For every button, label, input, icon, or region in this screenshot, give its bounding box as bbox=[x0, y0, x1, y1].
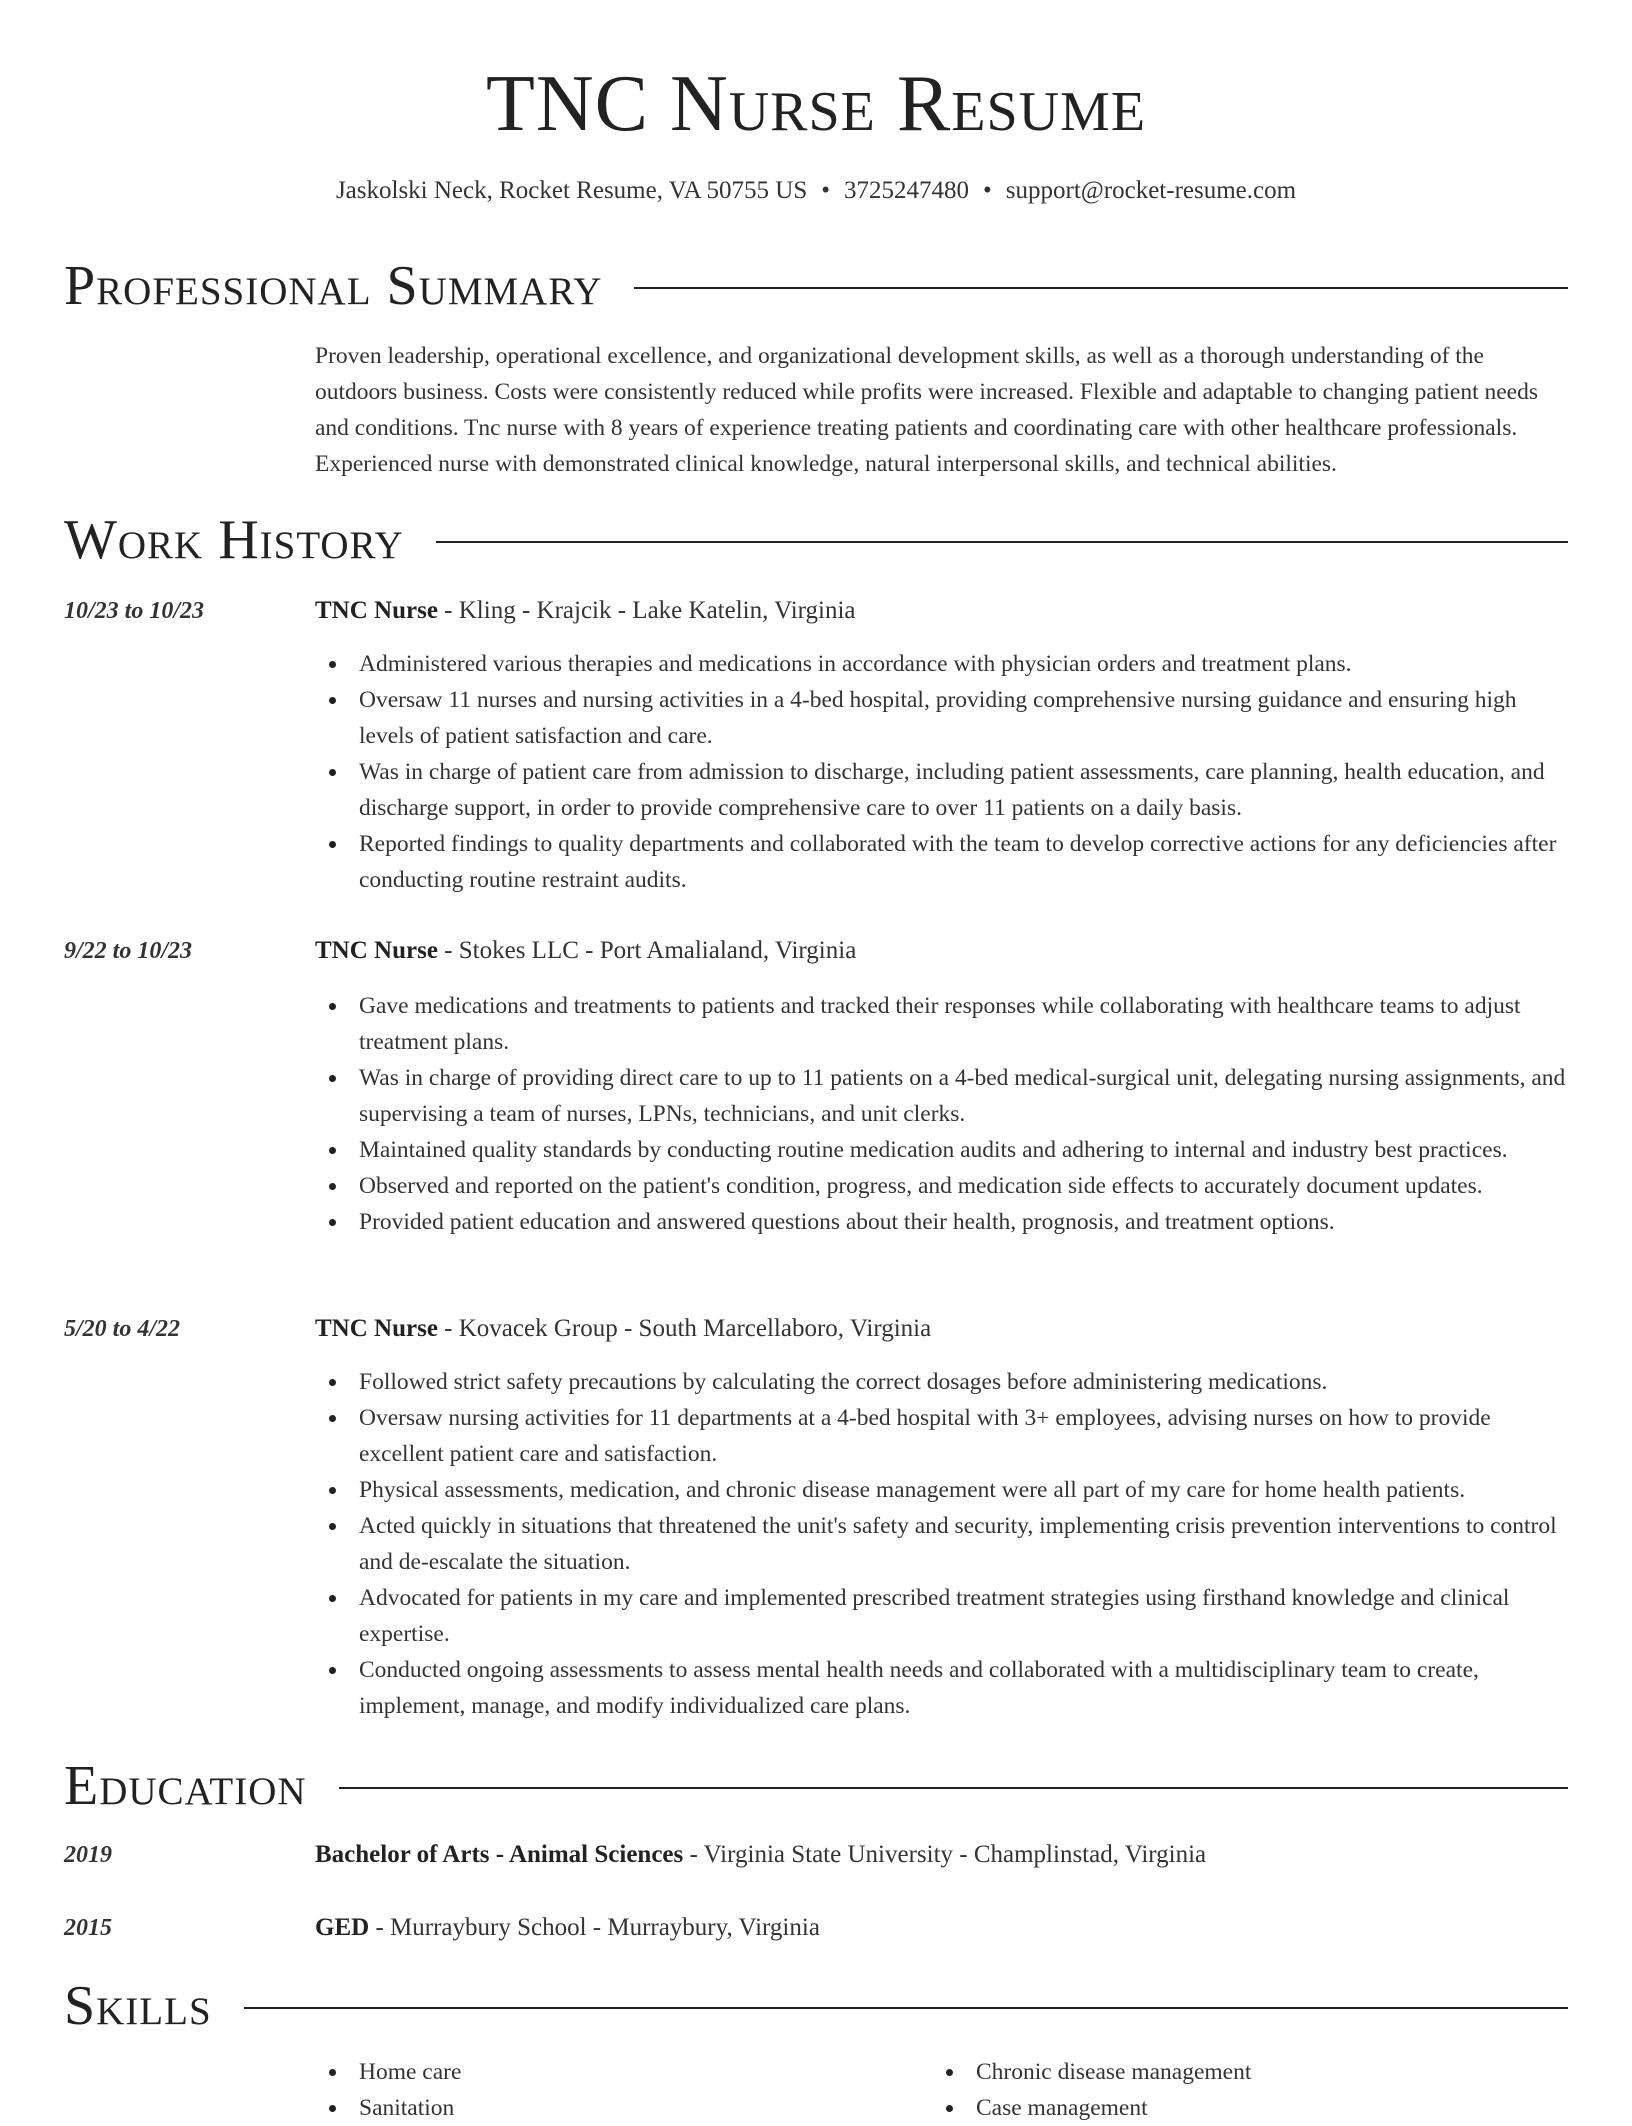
section-divider bbox=[244, 2007, 1568, 2009]
section-heading-summary bbox=[64, 254, 1568, 318]
education-year: 2015 bbox=[64, 1915, 112, 1941]
list-item: Physical assessments, medication, and chronic disease management were all part of my care for home health patients. bbox=[315, 1472, 1568, 1508]
job-dates: 10/23 to 10/23 bbox=[64, 598, 205, 624]
section-title: Education bbox=[64, 1755, 307, 1817]
skill-item: Chronic disease management bbox=[932, 2054, 1552, 2090]
job-heading bbox=[315, 933, 1568, 969]
job-title: TNC Nurse bbox=[315, 937, 438, 964]
contact-phone: 3725247480 bbox=[844, 177, 969, 204]
list-item: Provided patient education and answered questions about their health, prognosis, and treatment options. bbox=[315, 1204, 1568, 1240]
job-details: - Kovacek Group - South Marcellaboro, Virginia bbox=[437, 1315, 932, 1342]
skills-list-left bbox=[315, 2054, 915, 2126]
skills-list-right bbox=[932, 2054, 1552, 2126]
job-dates: 5/20 to 4/22 bbox=[64, 1316, 181, 1342]
skill-item: Home care bbox=[315, 2054, 915, 2090]
section-divider bbox=[339, 1787, 1568, 1789]
contact-separator: • bbox=[983, 177, 992, 204]
contact-address: Jaskolski Neck, Rocket Resume, VA 50755 US bbox=[335, 177, 808, 204]
list-item: Conducted ongoing assessments to assess mental health needs and collaborated with a multidisciplinary team to create, implement, manage, and modify individualized care plans. bbox=[315, 1652, 1568, 1724]
job-bullets bbox=[315, 646, 1568, 898]
list-item: Oversaw nursing activities for 11 departments at a 4-bed hospital with 3+ employees, advising nurses on how to provide excellent patient care and satisfaction. bbox=[315, 1400, 1568, 1472]
education-degree: Bachelor of Arts - Animal Sciences bbox=[315, 1841, 684, 1868]
contact-line bbox=[0, 174, 1632, 208]
list-item: Observed and reported on the patient's condition, progress, and medication side effects to accurately document updates. bbox=[315, 1168, 1568, 1204]
list-item: Was in charge of patient care from admission to discharge, including patient assessments, care planning, health education, and discharge support, in order to provide comprehensive care to over 11 patients on a daily basis. bbox=[315, 754, 1568, 826]
job-heading bbox=[315, 593, 1568, 629]
section-title: Professional Summary bbox=[64, 255, 603, 317]
education-degree: GED bbox=[315, 1914, 370, 1941]
list-item: Was in charge of providing direct care to up to 11 patients on a 4-bed medical-surgical unit, delegating nursing assignments, and supervising a team of nurses, LPNs, technicians, and unit clerks. bbox=[315, 1060, 1568, 1132]
education-entry bbox=[315, 1910, 1568, 1946]
job-title: TNC Nurse bbox=[315, 597, 438, 624]
job-bullets bbox=[315, 1364, 1568, 1724]
section-heading-skills bbox=[64, 1974, 1568, 2038]
section-heading-education bbox=[64, 1754, 1568, 1818]
contact-separator: • bbox=[821, 177, 830, 204]
job-bullets bbox=[315, 988, 1568, 1240]
section-title: Skills bbox=[64, 1975, 212, 2037]
job-details: - Kling - Krajcik - Lake Katelin, Virginia bbox=[437, 597, 856, 624]
education-details: - Murraybury School - Murraybury, Virginia bbox=[369, 1914, 820, 1941]
skill-item: Sanitation bbox=[315, 2090, 915, 2126]
list-item: Acted quickly in situations that threatened the unit's safety and security, implementing crisis prevention interventions to control and de-escalate the situation. bbox=[315, 1508, 1568, 1580]
section-divider bbox=[436, 541, 1568, 543]
skill-item: Case management bbox=[932, 2090, 1552, 2126]
job-details: - Stokes LLC - Port Amalialand, Virginia bbox=[437, 937, 857, 964]
job-heading bbox=[315, 1311, 1568, 1347]
education-year: 2019 bbox=[64, 1842, 112, 1868]
list-item: Gave medications and treatments to patients and tracked their responses while collaborating with healthcare teams to adjust treatment plans. bbox=[315, 988, 1568, 1060]
section-title: Work History bbox=[64, 509, 404, 571]
education-entry bbox=[315, 1837, 1568, 1873]
list-item: Maintained quality standards by conducting routine medication audits and adhering to internal and industry best practices. bbox=[315, 1132, 1568, 1168]
summary-text: Proven leadership, operational excellence, and organizational development skills, as well as a thorough understanding of the outdoors business. Costs were consistently reduced while profits were increased. Flexible and adaptable to changing patient needs and conditions. Tnc nurse with 8 years of experience treating patients and coordinating care with other healthcare professionals. Experienced nurse with demonstrated clinical knowledge, natural interpersonal skills, and technical abilities. bbox=[315, 343, 1538, 477]
list-item: Reported findings to quality departments and collaborated with the team to develop corrective actions for any deficiencies after conducting routine restraint audits. bbox=[315, 826, 1568, 898]
job-dates: 9/22 to 10/23 bbox=[64, 938, 193, 964]
job-title: TNC Nurse bbox=[315, 1315, 438, 1342]
list-item: Oversaw 11 nurses and nursing activities in a 4-bed hospital, providing comprehensive nursing guidance and ensuring high levels of patient satisfaction and care. bbox=[315, 682, 1568, 754]
list-item: Administered various therapies and medications in accordance with physician orders and treatment plans. bbox=[315, 646, 1568, 682]
list-item: Advocated for patients in my care and implemented prescribed treatment strategies using firsthand knowledge and clinical expertise. bbox=[315, 1580, 1568, 1652]
contact-email[interactable]: support@rocket-resume.com bbox=[1005, 177, 1297, 204]
list-item: Followed strict safety precautions by calculating the correct dosages before administering medications. bbox=[315, 1364, 1568, 1400]
resume-name: TNC Nurse Resume bbox=[485, 60, 1147, 148]
section-divider bbox=[634, 287, 1568, 289]
education-details: - Virginia State University - Champlinstad, Virginia bbox=[683, 1841, 1207, 1868]
section-heading-work-history bbox=[64, 508, 1568, 572]
